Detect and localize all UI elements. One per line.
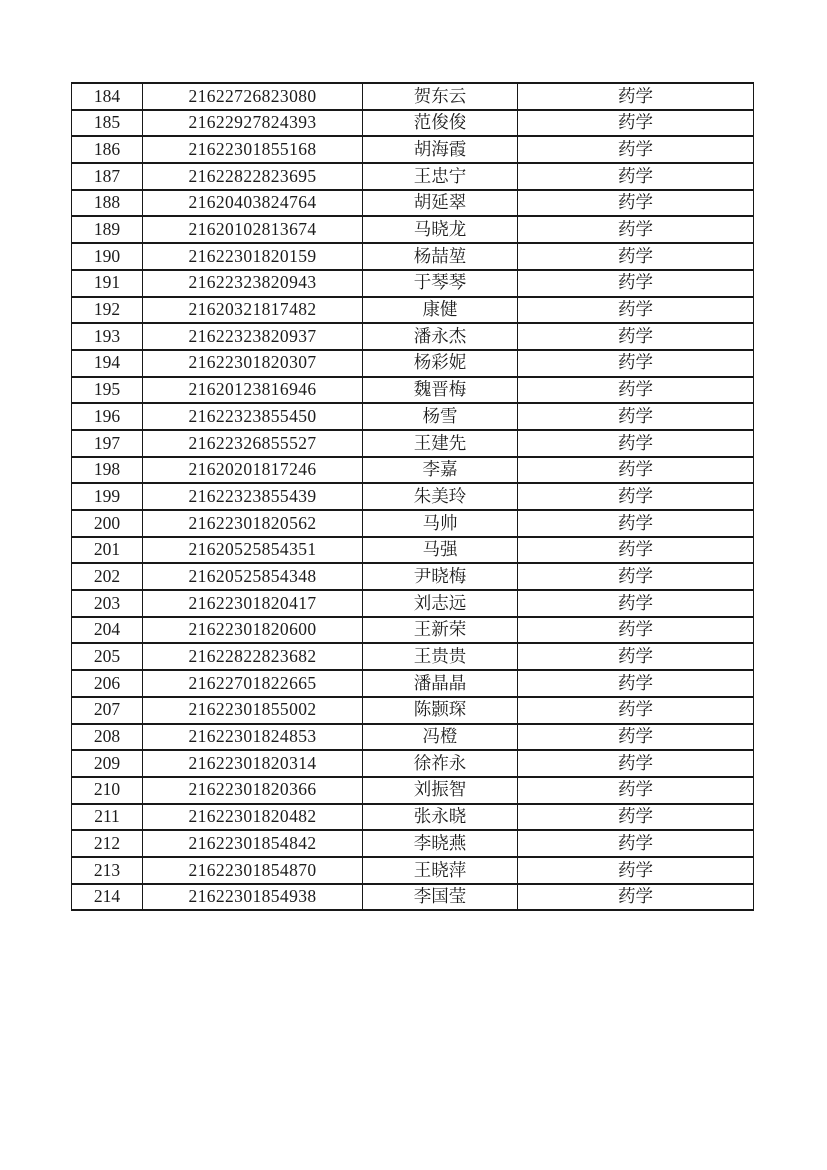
- row-number-cell: 214: [72, 884, 143, 911]
- major-cell: 药学: [518, 83, 754, 110]
- student-name-cell: 杨雪: [363, 403, 518, 430]
- row-number-cell: 210: [72, 777, 143, 804]
- row-number-cell: 190: [72, 243, 143, 270]
- row-number-cell: 199: [72, 483, 143, 510]
- student-id-cell: 21620102813674: [143, 216, 363, 243]
- table-row: [72, 777, 754, 804]
- major-cell: 药学: [518, 724, 754, 751]
- row-number-cell: 184: [72, 83, 143, 110]
- major-cell: 药学: [518, 643, 754, 670]
- student-id-cell: 21622927824393: [143, 110, 363, 137]
- student-id-cell: 21622301824853: [143, 724, 363, 751]
- row-number-cell: 195: [72, 377, 143, 404]
- table-row: [72, 857, 754, 884]
- major-cell: 药学: [518, 830, 754, 857]
- student-id-cell: 21620525854348: [143, 563, 363, 590]
- student-name-cell: 于琴琴: [363, 270, 518, 297]
- student-name-cell: 刘志远: [363, 590, 518, 617]
- student-id-cell: 21622301854842: [143, 830, 363, 857]
- student-roster-table: [71, 82, 754, 911]
- student-name-cell: 冯橙: [363, 724, 518, 751]
- table-row: [72, 403, 754, 430]
- student-name-cell: 王贵贵: [363, 643, 518, 670]
- row-number-cell: 187: [72, 163, 143, 190]
- major-cell: 药学: [518, 750, 754, 777]
- row-number-cell: 191: [72, 270, 143, 297]
- major-cell: 药学: [518, 190, 754, 217]
- table-row: [72, 750, 754, 777]
- student-name-cell: 马帅: [363, 510, 518, 537]
- table-row: [72, 724, 754, 751]
- table-row: [72, 350, 754, 377]
- student-id-cell: 21620403824764: [143, 190, 363, 217]
- row-number-cell: 201: [72, 537, 143, 564]
- student-name-cell: 陈颢琛: [363, 697, 518, 724]
- major-cell: 药学: [518, 457, 754, 484]
- student-name-cell: 胡延翠: [363, 190, 518, 217]
- table-row: [72, 670, 754, 697]
- major-cell: 药学: [518, 483, 754, 510]
- student-id-cell: 21622301855168: [143, 136, 363, 163]
- row-number-cell: 213: [72, 857, 143, 884]
- row-number-cell: 196: [72, 403, 143, 430]
- table-row: [72, 243, 754, 270]
- row-number-cell: 204: [72, 617, 143, 644]
- major-cell: 药学: [518, 350, 754, 377]
- student-id-cell: 21622301820482: [143, 804, 363, 831]
- major-cell: 药学: [518, 297, 754, 324]
- student-name-cell: 朱美玲: [363, 483, 518, 510]
- major-cell: 药学: [518, 270, 754, 297]
- table-row: [72, 110, 754, 137]
- table-row: [72, 590, 754, 617]
- student-name-cell: 王晓萍: [363, 857, 518, 884]
- row-number-cell: 200: [72, 510, 143, 537]
- table-row: [72, 136, 754, 163]
- student-id-cell: 21620321817482: [143, 297, 363, 324]
- student-name-cell: 范俊俊: [363, 110, 518, 137]
- table-row: [72, 697, 754, 724]
- major-cell: 药学: [518, 403, 754, 430]
- major-cell: 药学: [518, 136, 754, 163]
- table-row: [72, 537, 754, 564]
- student-name-cell: 潘永杰: [363, 323, 518, 350]
- row-number-cell: 193: [72, 323, 143, 350]
- table-row: [72, 563, 754, 590]
- major-cell: 药学: [518, 697, 754, 724]
- row-number-cell: 205: [72, 643, 143, 670]
- table-row: [72, 804, 754, 831]
- student-id-cell: 21622301820366: [143, 777, 363, 804]
- row-number-cell: 194: [72, 350, 143, 377]
- major-cell: 药学: [518, 804, 754, 831]
- table-row: [72, 483, 754, 510]
- row-number-cell: 198: [72, 457, 143, 484]
- row-number-cell: 186: [72, 136, 143, 163]
- table-row: [72, 270, 754, 297]
- student-name-cell: 李国莹: [363, 884, 518, 911]
- major-cell: 药学: [518, 857, 754, 884]
- row-number-cell: 192: [72, 297, 143, 324]
- student-name-cell: 刘振智: [363, 777, 518, 804]
- major-cell: 药学: [518, 670, 754, 697]
- major-cell: 药学: [518, 777, 754, 804]
- student-name-cell: 张永晓: [363, 804, 518, 831]
- student-id-cell: 21622301820562: [143, 510, 363, 537]
- table-row: [72, 377, 754, 404]
- student-id-cell: 21622301855002: [143, 697, 363, 724]
- student-name-cell: 尹晓梅: [363, 563, 518, 590]
- student-name-cell: 潘晶晶: [363, 670, 518, 697]
- student-name-cell: 马强: [363, 537, 518, 564]
- student-id-cell: 21622301820600: [143, 617, 363, 644]
- major-cell: 药学: [518, 563, 754, 590]
- student-name-cell: 马晓龙: [363, 216, 518, 243]
- major-cell: 药学: [518, 110, 754, 137]
- student-id-cell: 21622726823080: [143, 83, 363, 110]
- student-name-cell: 贺东云: [363, 83, 518, 110]
- major-cell: 药学: [518, 216, 754, 243]
- student-id-cell: 21620201817246: [143, 457, 363, 484]
- student-id-cell: 21622323820943: [143, 270, 363, 297]
- row-number-cell: 208: [72, 724, 143, 751]
- student-id-cell: 21622301854938: [143, 884, 363, 911]
- major-cell: 药学: [518, 430, 754, 457]
- student-id-cell: 21622701822665: [143, 670, 363, 697]
- table-row: [72, 323, 754, 350]
- major-cell: 药学: [518, 243, 754, 270]
- table-row: [72, 430, 754, 457]
- major-cell: 药学: [518, 323, 754, 350]
- major-cell: 药学: [518, 617, 754, 644]
- row-number-cell: 188: [72, 190, 143, 217]
- student-id-cell: 21620123816946: [143, 377, 363, 404]
- student-name-cell: 李嘉: [363, 457, 518, 484]
- student-id-cell: 21622301820417: [143, 590, 363, 617]
- student-id-cell: 21622301820307: [143, 350, 363, 377]
- student-name-cell: 李晓燕: [363, 830, 518, 857]
- student-id-cell: 21622301820159: [143, 243, 363, 270]
- table-row: [72, 83, 754, 110]
- student-name-cell: 王忠宁: [363, 163, 518, 190]
- table-row: [72, 216, 754, 243]
- row-number-cell: 212: [72, 830, 143, 857]
- student-name-cell: 王建先: [363, 430, 518, 457]
- student-id-cell: 21622323855450: [143, 403, 363, 430]
- table-row: [72, 830, 754, 857]
- student-id-cell: 21622822823682: [143, 643, 363, 670]
- table-row: [72, 163, 754, 190]
- row-number-cell: 197: [72, 430, 143, 457]
- major-cell: 药学: [518, 590, 754, 617]
- row-number-cell: 185: [72, 110, 143, 137]
- table-row: [72, 884, 754, 911]
- major-cell: 药学: [518, 510, 754, 537]
- table-row: [72, 297, 754, 324]
- major-cell: 药学: [518, 884, 754, 911]
- table-row: [72, 510, 754, 537]
- row-number-cell: 207: [72, 697, 143, 724]
- student-id-cell: 21622326855527: [143, 430, 363, 457]
- table-row: [72, 643, 754, 670]
- table-row: [72, 190, 754, 217]
- student-name-cell: 徐祚永: [363, 750, 518, 777]
- student-name-cell: 魏晋梅: [363, 377, 518, 404]
- student-id-cell: 21620525854351: [143, 537, 363, 564]
- student-id-cell: 21622301820314: [143, 750, 363, 777]
- student-name-cell: 杨喆堃: [363, 243, 518, 270]
- major-cell: 药学: [518, 163, 754, 190]
- table-row: [72, 457, 754, 484]
- row-number-cell: 202: [72, 563, 143, 590]
- table-row: [72, 617, 754, 644]
- student-name-cell: 杨彩妮: [363, 350, 518, 377]
- major-cell: 药学: [518, 377, 754, 404]
- student-name-cell: 康健: [363, 297, 518, 324]
- row-number-cell: 189: [72, 216, 143, 243]
- student-id-cell: 21622822823695: [143, 163, 363, 190]
- row-number-cell: 206: [72, 670, 143, 697]
- major-cell: 药学: [518, 537, 754, 564]
- student-name-cell: 王新荣: [363, 617, 518, 644]
- student-roster-body: [72, 83, 754, 910]
- student-id-cell: 21622301854870: [143, 857, 363, 884]
- row-number-cell: 209: [72, 750, 143, 777]
- student-id-cell: 21622323820937: [143, 323, 363, 350]
- row-number-cell: 203: [72, 590, 143, 617]
- student-id-cell: 21622323855439: [143, 483, 363, 510]
- row-number-cell: 211: [72, 804, 143, 831]
- student-name-cell: 胡海霞: [363, 136, 518, 163]
